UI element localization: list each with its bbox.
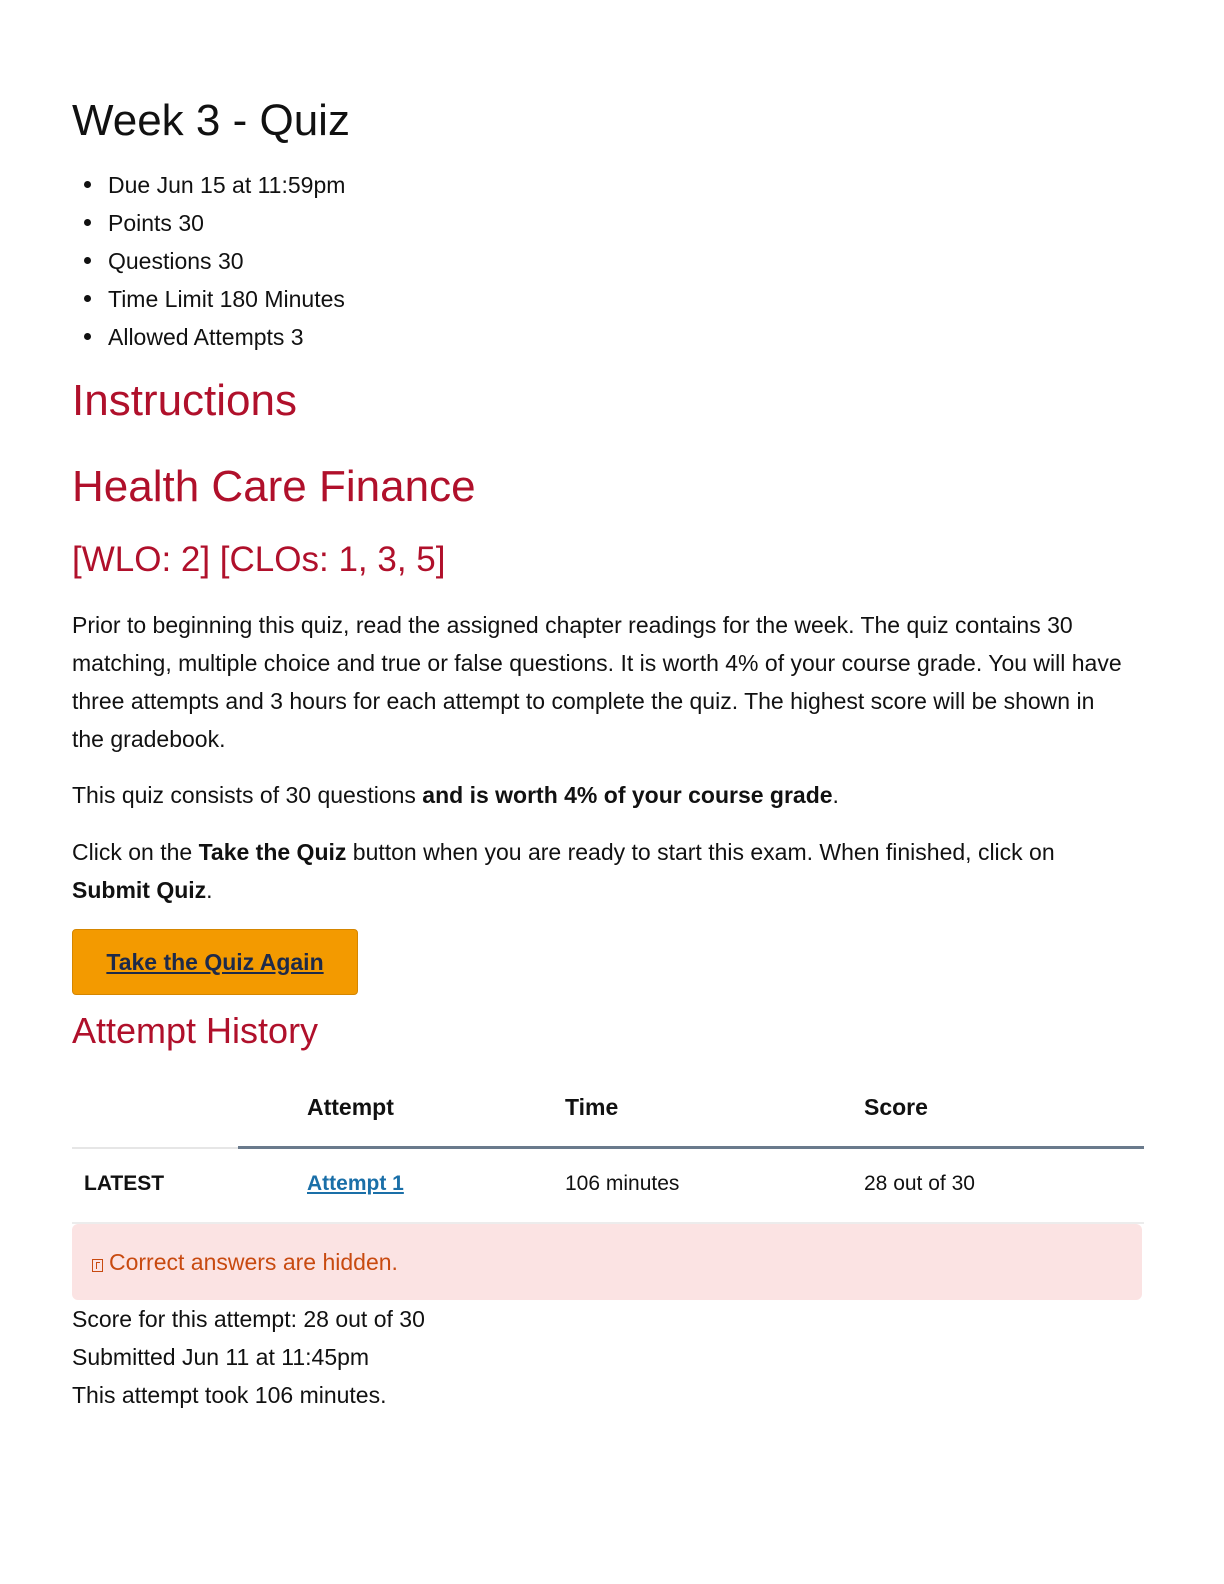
detail-questions	[84, 242, 345, 280]
detail-due-text: Due Jun 15 at 11:59pm	[108, 172, 346, 198]
page-title: Week 3 - Quiz	[72, 96, 350, 145]
column-header-attempt: Attempt	[307, 1094, 394, 1120]
bullet-icon	[84, 219, 91, 226]
instructions-paragraph: Prior to beginning this quiz, read the assigned chapter readings for the week. The quiz contains 30 matching, multiple choice and true or false questions. It is worth 4% of your course grade. You will have three attempts and 3 hours for each attempt to complete the quiz. The highest score will be shown in the gradebook.	[72, 612, 1122, 752]
detail-points-text: Points 30	[108, 210, 204, 236]
detail-time-limit	[84, 280, 345, 318]
detail-due	[84, 166, 345, 204]
worth-bold: and is worth 4% of your course grade	[422, 782, 833, 808]
course-title: Health Care Finance	[72, 462, 476, 511]
score-cell: 28 out of 30	[864, 1172, 975, 1195]
start-bold-submit-quiz: Submit Quiz	[72, 877, 207, 903]
column-header-time: Time	[565, 1094, 619, 1120]
start-part1: Click on the	[72, 839, 199, 865]
broken-image-icon	[92, 1259, 103, 1272]
latest-tag: LATEST	[84, 1172, 165, 1195]
detail-questions-text: Questions 30	[108, 248, 244, 274]
attempt-submitted-line: Submitted Jun 11 at 11:45pm	[72, 1344, 370, 1370]
take-quiz-again-button[interactable]	[72, 929, 358, 995]
attempt-duration-line: This attempt took 106 minutes.	[72, 1382, 387, 1408]
attempt-history-table	[72, 1080, 1144, 1224]
attempt-cell	[307, 1172, 404, 1196]
worth-suffix: .	[832, 782, 839, 808]
column-header-score: Score	[864, 1094, 928, 1120]
take-quiz-again-label: Take the Quiz Again	[106, 948, 324, 975]
attempt-history-heading: Attempt History	[72, 1010, 319, 1051]
attempt-score-line: Score for this attempt: 28 out of 30	[72, 1306, 425, 1332]
table-header-row	[72, 1080, 1144, 1148]
attempt-1-link[interactable]: Attempt 1	[307, 1172, 404, 1195]
learning-outcomes: [WLO: 2] [CLOs: 1, 3, 5]	[72, 540, 446, 579]
detail-allowed-attempts	[84, 318, 345, 356]
bullet-icon	[84, 257, 91, 264]
bullet-icon	[84, 295, 91, 302]
worth-prefix: This quiz consists of 30 questions	[72, 782, 423, 808]
start-part2: button when you are ready to start this exam. When finished, click on	[346, 839, 1055, 865]
detail-points	[84, 204, 345, 242]
time-cell: 106 minutes	[565, 1172, 680, 1195]
hidden-answers-alert	[72, 1224, 1142, 1300]
worth-paragraph	[72, 776, 1132, 814]
table-row	[72, 1148, 1144, 1224]
detail-allowed-attempts-text: Allowed Attempts 3	[108, 324, 304, 350]
start-part3: .	[206, 877, 213, 903]
instructions-heading: Instructions	[72, 376, 297, 425]
attempt-summary	[72, 1300, 425, 1414]
hidden-answers-text: Correct answers are hidden.	[109, 1248, 398, 1275]
bullet-icon	[84, 333, 91, 340]
start-instructions-paragraph	[72, 833, 1132, 909]
bullet-icon	[84, 181, 91, 188]
detail-time-limit-text: Time Limit 180 Minutes	[108, 286, 345, 312]
quiz-details-list	[84, 166, 345, 356]
start-bold-take-quiz: Take the Quiz	[198, 839, 347, 865]
